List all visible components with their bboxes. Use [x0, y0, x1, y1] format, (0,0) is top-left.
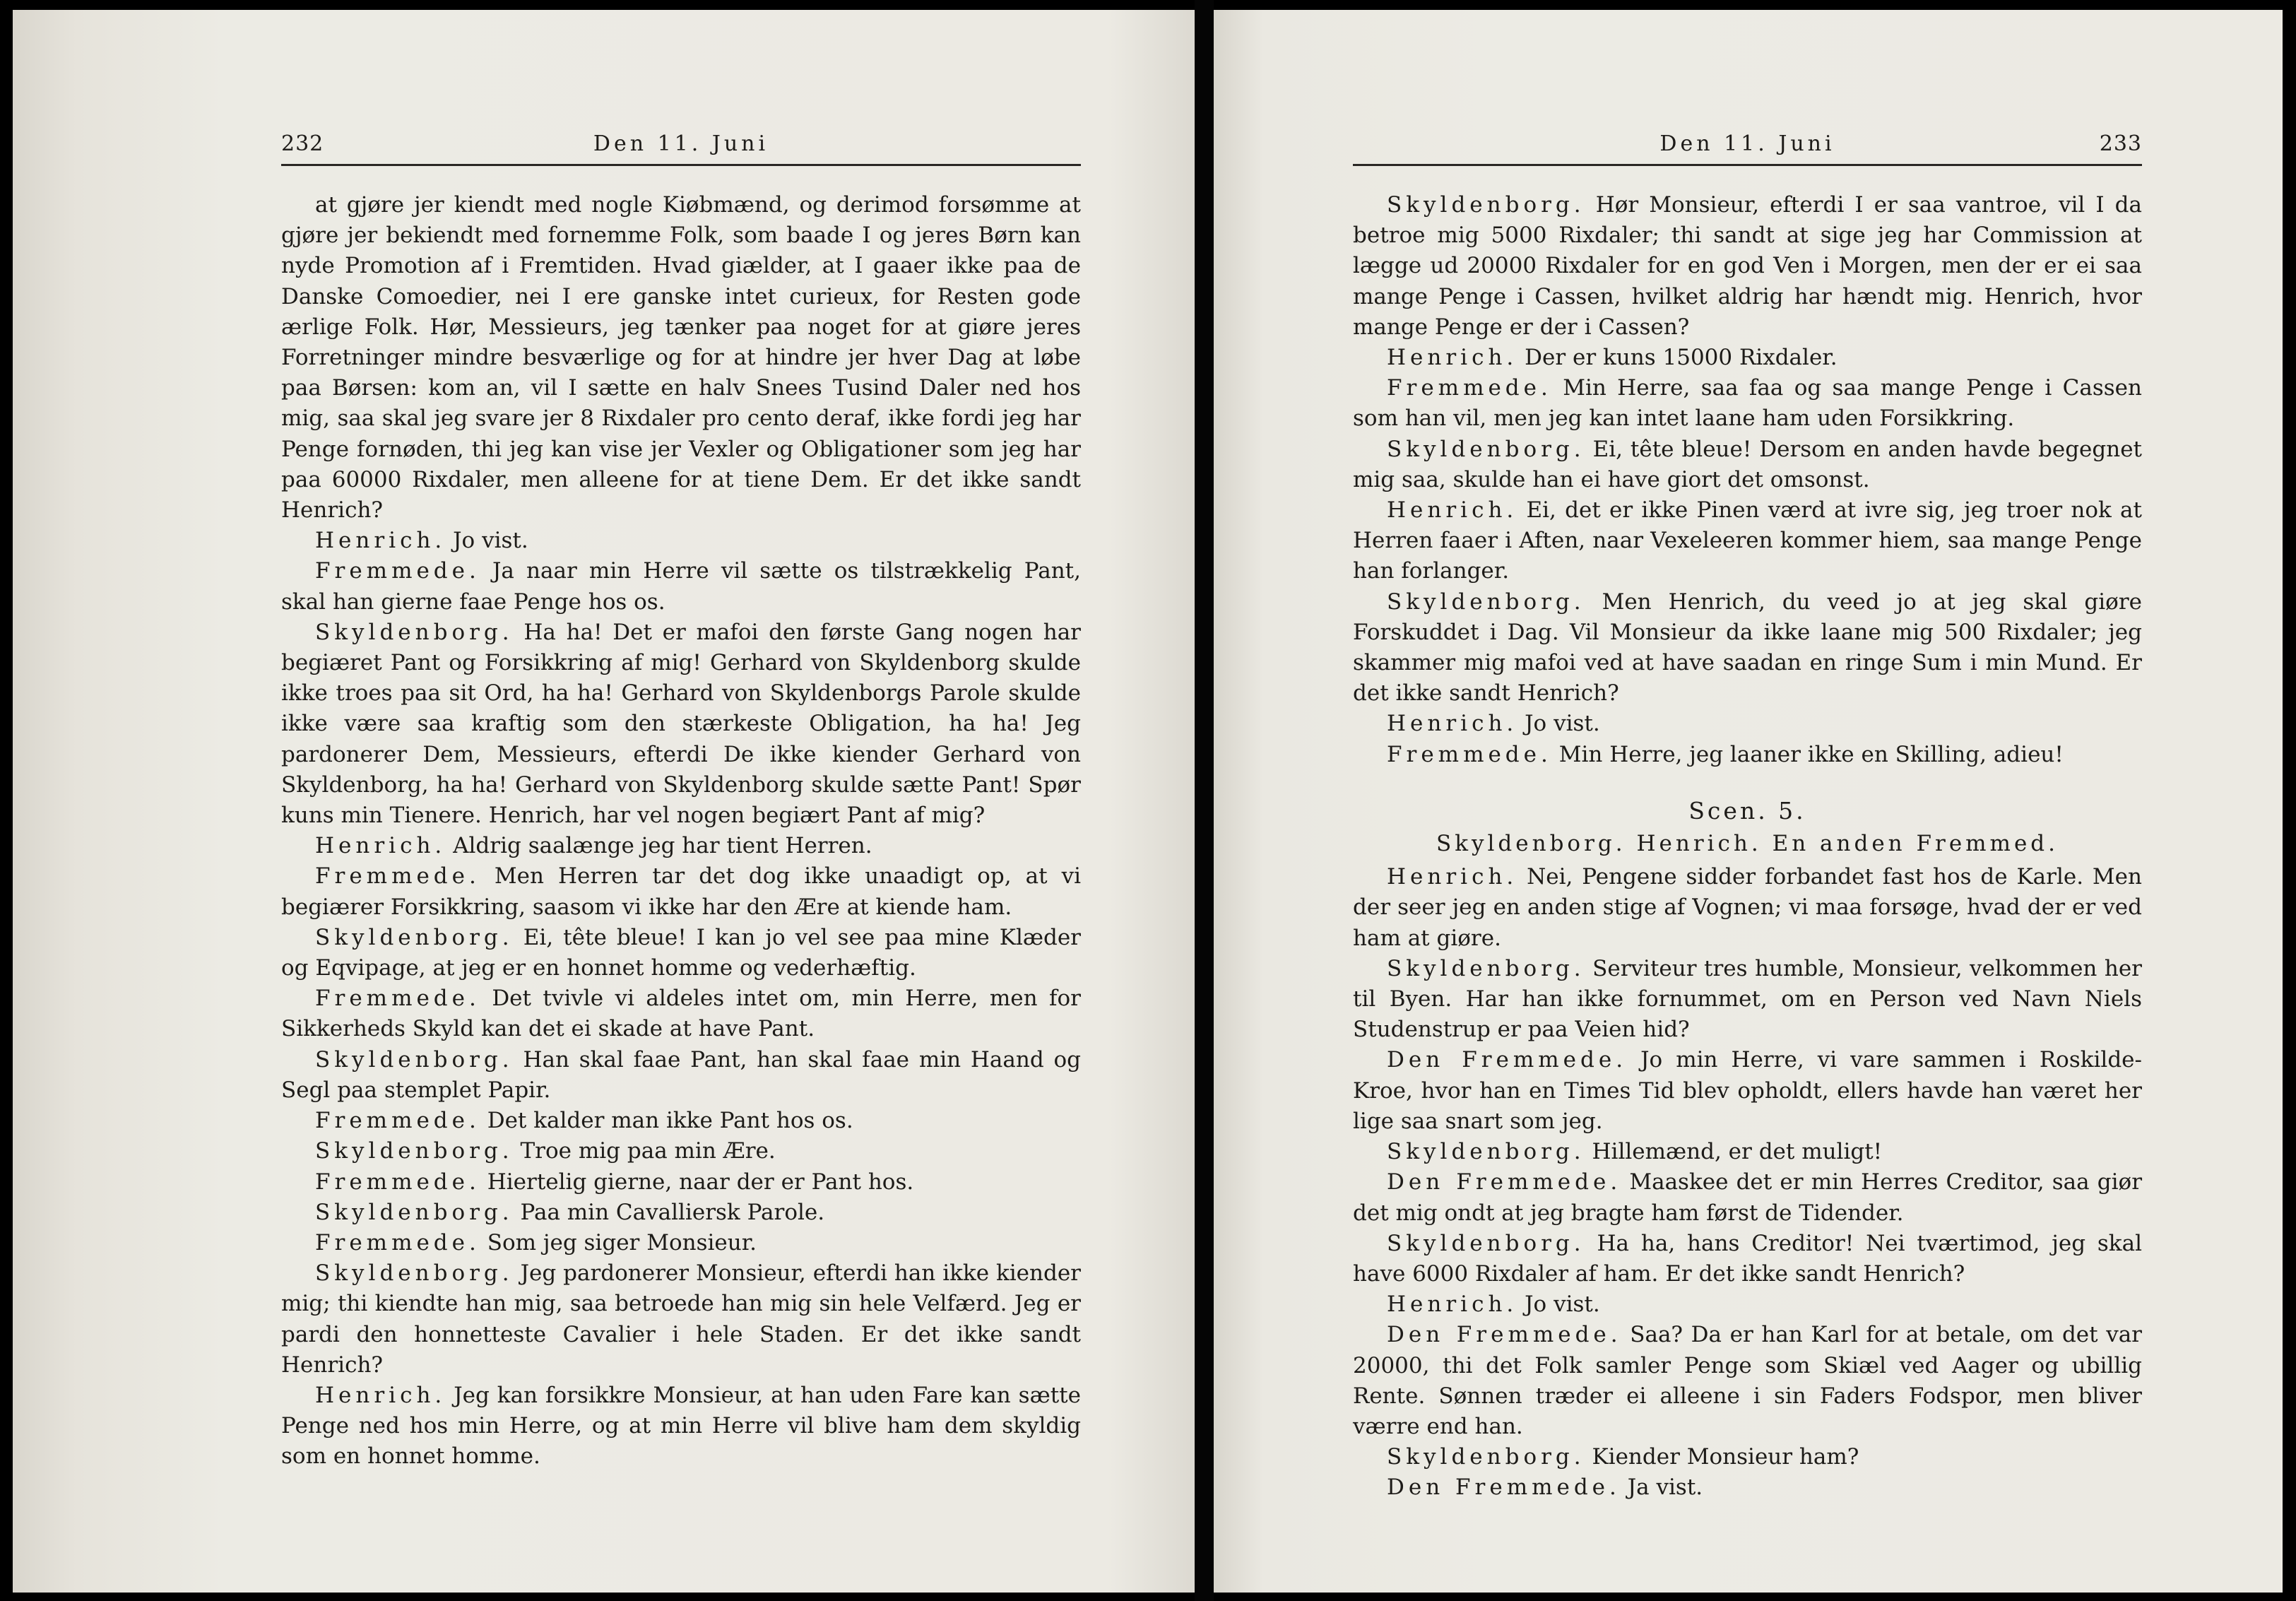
right-text-block [1353, 190, 2142, 1503]
speaker-name: Fremmede. [1387, 375, 1552, 401]
speaker-name: Fremmede. [315, 558, 480, 584]
speaker-name: Fremmede. [315, 1108, 480, 1134]
dialogue-paragraph [1353, 740, 2142, 770]
dialogue-paragraph [1353, 190, 2142, 343]
dialogue-paragraph [281, 861, 1081, 922]
dialogue-text: Min Herre, jeg laaner ikke en Skilling, adieu! [1558, 741, 2064, 767]
dialogue-text: Hillemænd, er det muligt! [1592, 1139, 1883, 1165]
dialogue-paragraph [281, 618, 1081, 831]
speaker-name: Henrich. [1387, 497, 1518, 524]
dialogue-text: Ei, det er ikke Pinen værd at ivre sig, jeg troer nok at Herren faaer i Aften, naar Vexeleeren kommer hiem, saa mange Penge han forlanger. [1353, 497, 2142, 584]
dialogue-paragraph [1353, 495, 2142, 587]
speaker-name: Henrich. [315, 1382, 446, 1408]
dialogue-text: Det kalder man ikke Pant hos os. [487, 1108, 853, 1134]
dialogue-text: Serviteur tres humble, Monsieur, velkommen her til Byen. Har han ikke fornummet, om en Person ved Navn Niels Studenstrup er paa Veien hid? [1353, 955, 2142, 1043]
dialogue-text: Hiertelig gierne, naar der er Pant hos. [487, 1169, 914, 1195]
speaker-name: Den Fremmede. [1387, 1169, 1622, 1195]
dialogue-paragraph [1353, 1472, 2142, 1503]
speaker-name: Skyldenborg. [1387, 192, 1585, 218]
right-running-head [1353, 129, 2142, 166]
dialogue-paragraph [281, 1198, 1081, 1228]
speaker-name: Skyldenborg. [1387, 1444, 1585, 1470]
dialogue-text: Jo vist. [1525, 711, 1600, 737]
speaker-name: Skyldenborg. [315, 619, 514, 645]
dialogue-paragraph [281, 556, 1081, 617]
speaker-name: Henrich. [1387, 345, 1518, 371]
dialogue-text: Ei, tête bleue! Dersom en anden havde begegnet mig saa, skulde han ei have giort det omsonst. [1353, 436, 2142, 492]
dialogue-paragraph [1353, 954, 2142, 1046]
dialogue-text: Men Henrich, du veed jo at jeg skal giøre Forskuddet i Dag. Vil Monsieur da ikke laane mig 500 Rixdaler; jeg skammer mig mafoi ved at have saadan en ringe Sum i min Mund. Er det ikke sandt Henrich? [1353, 589, 2142, 707]
dialogue-paragraph [1353, 1137, 2142, 1167]
speaker-name: Fremmede. [315, 986, 480, 1012]
dialogue-paragraph [1353, 373, 2142, 434]
speaker-name: Den Fremmede. [1387, 1475, 1621, 1501]
dialogue-text: Min Herre, saa faa og saa mange Penge i Cassen som han vil, men jeg kan intet laane ham uden Forsikkring. [1353, 375, 2142, 432]
dialogue-paragraph [281, 1045, 1081, 1106]
dialogue-paragraph [281, 190, 1081, 526]
speaker-name: Skyldenborg. [315, 1138, 514, 1164]
dialogue-text: Men Herren tar det dog ikke unaadigt op, at vi begiærer Forsikkring, saasom vi ikke har den Ære at kiende ham. [281, 863, 1082, 920]
right-running-title: Den 11. Juni [1659, 131, 1835, 156]
right-page [1214, 10, 2283, 1593]
dialogue-paragraph [1353, 709, 2142, 739]
speaker-name: Skyldenborg. [1387, 436, 1585, 462]
dialogue-text: Jo vist. [453, 528, 528, 554]
speaker-name: Fremmede. [1387, 741, 1552, 767]
dialogue-text: at gjøre jer kiendt med nogle Kiøbmænd, og derimod forsømme at gjøre jer bekiendt med fornemme Folk, som baade I og jeres Børn kan nyde Promotion af i Fremtiden. Hvad giælder, at I gaaer ikke paa de Danske Comoedier, nei I ere ganske intet curieux, for Resten gode ærlige Folk. Hør, Messieurs, jeg tænker paa noget for at giøre jeres Forretninger mindre besværlige og for at hindre jer hver Dag at løbe paa Børsen: kom an, vil I sætte en halv Snees Tusind Daler ned hos mig, saa skal jeg svare jer 8 Rixdaler pro cento deraf, ikke fordi jeg har Penge fornøden, thi jeg kan vise jer Vexler og Obligationer som jeg har paa 60000 Rixdaler, men alleene for at tiene Dem. Er det ikke sandt Henrich? [281, 192, 1081, 524]
speaker-name: Skyldenborg. [1387, 589, 1585, 615]
speaker-name: Skyldenborg. [315, 1046, 514, 1073]
dialogue-paragraph [281, 831, 1081, 861]
dialogue-paragraph [1353, 1320, 2142, 1442]
scene-cast-list: Skyldenborg. Henrich. En anden Fremmed. [1436, 831, 2059, 857]
dialogue-text: Som jeg siger Monsieur. [487, 1229, 757, 1256]
dialogue-paragraph [281, 1258, 1081, 1381]
left-page [13, 10, 1195, 1593]
dialogue-paragraph [1353, 1167, 2142, 1228]
speaker-name: Fremmede. [315, 1229, 480, 1256]
dialogue-paragraph [281, 1228, 1081, 1258]
dialogue-text: Hør Monsieur, efterdi I er saa vantroe, vil I da betroe mig 5000 Rixdaler; thi sandt at sige jeg har Commission at lægge ud 20000 Rixdaler for en god Ven i Morgen, men der er ei saa mange Penge i Cassen, hvilket aldrig har hændt mig. Henrich, hvor mange Penge er der i Cassen? [1353, 192, 2142, 340]
left-page-number: 232 [281, 131, 324, 156]
dialogue-text: Ja vist. [1627, 1475, 1703, 1501]
speaker-name: Henrich. [315, 833, 446, 859]
dialogue-paragraph [281, 1106, 1081, 1136]
dialogue-text: Ha ha! Det er mafoi den første Gang nogen har begiæret Pant og Forsikkring af mig! Gerhard von Skyldenborg skulde ikke troes paa sit Ord, ha ha! Gerhard von Skyldenborgs Parole skulde ikke være saa kraftig som den stærkeste Obligation, ha ha! Jeg pardonerer Dem, Messieurs, efterdi De ikke kiender Gerhard von Skyldenborg, ha ha! Gerhard von Skyldenborg skulde sætte Pant! Spør kuns min Tienere. Henrich, har vel nogen begiært Pant af mig? [281, 619, 1081, 829]
dialogue-paragraph [281, 1136, 1081, 1166]
speaker-name: Skyldenborg. [1387, 1230, 1585, 1256]
dialogue-text: Han skal faae Pant, han skal faae min Haand og Segl paa stemplet Papir. [281, 1046, 1081, 1103]
dialogue-paragraph [1353, 343, 2142, 373]
dialogue-paragraph [281, 1381, 1081, 1472]
dialogue-text: Jeg kan forsikkre Monsieur, at han uden Fare kan sætte Penge ned hos min Herre, og at min Herre vil blive ham dem skyldig som en honnet homme. [281, 1382, 1081, 1470]
dialogue-text: Det tvivle vi aldeles intet om, min Herre, men for Sikkerheds Skyld kan det ei skade at have Pant. [281, 986, 1081, 1042]
dialogue-paragraph [281, 526, 1081, 556]
dialogue-text: Saa? Da er han Karl for at betale, om det var 20000, thi det Folk samler Penge som Skiæl ved Aager og ubillig Rente. Sønnen træder ei alleene i sin Faders Fodspor, men bliver værre end han. [1353, 1322, 2143, 1439]
speaker-name: Skyldenborg. [315, 1199, 514, 1225]
right-text-before-scene [1353, 190, 2142, 770]
left-running-title: Den 11. Juni [593, 131, 769, 156]
left-running-head [281, 129, 1081, 166]
dialogue-paragraph [1353, 1045, 2142, 1137]
dialogue-paragraph [281, 1167, 1081, 1198]
speaker-name: Henrich. [1387, 711, 1518, 737]
dialogue-paragraph [281, 983, 1081, 1044]
speaker-name: Skyldenborg. [315, 1260, 514, 1287]
dialogue-paragraph [1353, 587, 2142, 709]
dialogue-text: Maaskee det er min Herres Creditor, saa giør det mig ondt at jeg bragte ham først de Tidender. [1353, 1169, 2143, 1226]
speaker-name: Henrich. [1387, 1292, 1518, 1318]
left-text-block [281, 190, 1081, 1472]
dialogue-paragraph [1353, 435, 2142, 495]
speaker-name: Skyldenborg. [1387, 1139, 1585, 1165]
speaker-name: Fremmede. [315, 1169, 480, 1195]
dialogue-text: Troe mig paa min Ære. [520, 1138, 776, 1164]
speaker-name: Skyldenborg. [315, 924, 514, 950]
scene-heading: Scen. 5. [1688, 796, 1806, 825]
book-gutter [1195, 0, 1214, 1601]
speaker-name: Fremmede. [315, 863, 480, 890]
dialogue-text: Kiender Monsieur ham? [1592, 1444, 1859, 1470]
dialogue-paragraph [1353, 1442, 2142, 1472]
dialogue-text: Ei, tête bleue! I kan jo vel see paa mine Klæder og Eqvipage, at jeg er en honnet homme og vederhæftig. [281, 924, 1082, 981]
dialogue-paragraph [1353, 1289, 2142, 1320]
speaker-name: Henrich. [315, 528, 446, 554]
right-page-number: 233 [2099, 131, 2142, 156]
dialogue-paragraph [281, 923, 1081, 983]
right-text-after-scene [1353, 862, 2142, 1503]
dialogue-text: Jo min Herre, vi vare sammen i Roskilde-Kroe, hvor han en Times Tid blev opholdt, ellers havde han været her lige saa snart som jeg. [1353, 1047, 2143, 1134]
dialogue-paragraph [1353, 1229, 2142, 1289]
speaker-name: Henrich. [1387, 864, 1518, 890]
dialogue-text: Jeg pardonerer Monsieur, efterdi han ikke kiender mig; thi kiendte han mig, saa betroede han mig sin hele Velfærd. Jeg er pardi den honnetteste Cavalier i hele Staden. Er det ikke sandt Henrich? [281, 1260, 1081, 1378]
dialogue-text: Paa min Cavalliersk Parole. [520, 1199, 825, 1225]
speaker-name: Skyldenborg. [1387, 955, 1585, 981]
dialogue-paragraph [1353, 862, 2142, 954]
dialogue-text: Ha ha, hans Creditor! Nei tværtimod, jeg skal have 6000 Rixdaler af ham. Er det ikke sandt Henrich? [1353, 1230, 2142, 1287]
dialogue-text: Ja naar min Herre vil sætte os tilstrækkelig Pant, skal han gierne faae Penge hos os. [281, 558, 1081, 615]
speaker-name: Den Fremmede. [1387, 1322, 1622, 1348]
dialogue-text: Nei, Pengene sidder forbandet fast hos de Karle. Men der seer jeg en anden stige af Vognen; vi maa forsøge, hvad der er ved ham at giøre. [1353, 864, 2142, 951]
dialogue-text: Aldrig saalænge jeg har tient Herren. [453, 833, 872, 859]
speaker-name: Den Fremmede. [1387, 1047, 1628, 1073]
dialogue-text: Der er kuns 15000 Rixdaler. [1525, 345, 1838, 371]
dialogue-text: Jo vist. [1525, 1292, 1600, 1318]
